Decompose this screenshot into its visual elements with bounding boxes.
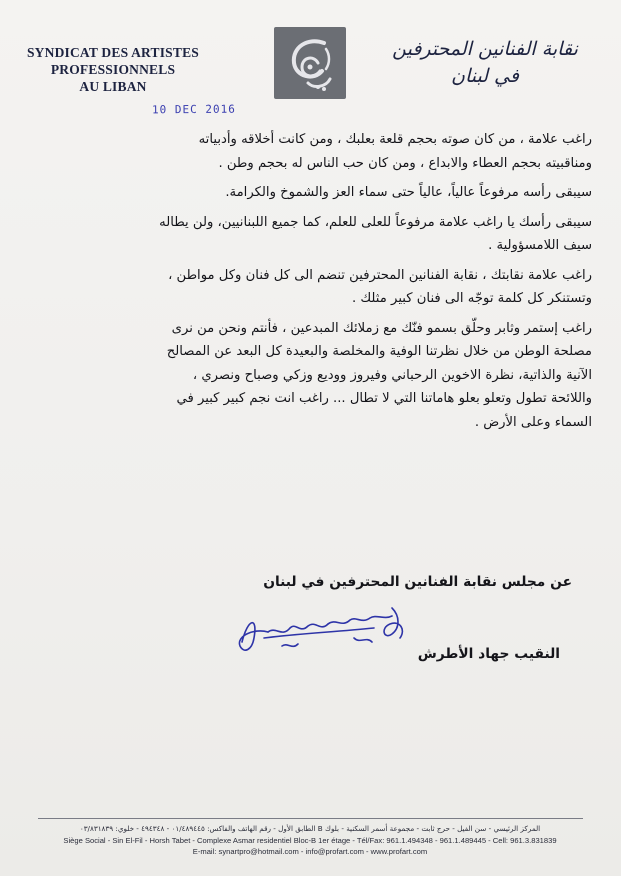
letter-body — [32, 128, 592, 440]
signature-block — [160, 568, 572, 662]
body-line: راغب علامة ، من كان صوته بحجم قلعة بعلبك ، ومن كانت أخلاقه وأدبياته — [198, 132, 592, 147]
paragraph — [32, 317, 592, 435]
body-line: الآنية والذاتية، نظرة الاخوين الرحباني وفيروز ووديع وزكي وصباح ونصري ، — [192, 367, 592, 383]
footer-address-arabic: المركز الرئيسي - سن الفيل - حرج ثابت - مجموعة أسمر السكنية - بلوك B الطابق الأول - رقم الهاتف والفاكس: ٠١/٤٨٩٤٤٥ - ٤٩٤٣٤٨ - خلوي: ٠٣/٨٣١٨٣٩ — [79, 824, 541, 833]
org-name-french-line: SYNDICAT DES ARTISTES — [26, 45, 200, 60]
body-line: راغب إستمر وثابر وحلّق بسمو فنّك مع زملائك المبدعين ، فأنتم ونحن من نرى — [171, 320, 592, 336]
org-name-french — [18, 44, 208, 95]
date-stamp: 10 DEC 2016 — [151, 102, 236, 117]
paragraph — [32, 128, 592, 175]
handwritten-signature-icon — [224, 598, 414, 664]
body-line: سيبقى رأسك يا راغب علامة مرفوعاً للعلى للعلم، كما جميع اللبنانيين، ولن يطاله — [159, 214, 592, 230]
body-line: مصلحة الوطن من خلال نظرتنا الوفية والمخلصة والبعيدة كل البعد عن المصالح — [166, 344, 592, 359]
body-line: ومناقبيته بحجم العطاء والابداع ، ومن كان حب الناس له بحجم وطن . — [218, 155, 592, 171]
body-line: وتستنكر كل كلمة توجّه الى فنان كبير مثلك . — [351, 291, 592, 306]
signatory-name: النقيب جهاد الأطرش — [417, 646, 560, 662]
org-name-arabic-line: في لبنان — [451, 65, 519, 87]
syndicate-logo-icon — [274, 27, 346, 99]
body-line: سيبقى رأسه مرفوعاً عالياً، عالياً حتى سماء العز والشموخ والكرامة. — [225, 185, 592, 200]
body-line: سيف اللامسؤولية . — [488, 238, 592, 253]
org-name-arabic-line: نقابة الفنانين المحترفين — [392, 38, 578, 60]
signature-council: عن مجلس نقابة الفنانين المحترفين في لبنان — [263, 574, 572, 590]
paragraph — [32, 264, 592, 311]
footer-divider — [38, 818, 583, 819]
paragraph — [32, 211, 592, 258]
body-line: واللائحة تطول وتعلو بعلو هاماتنا التي لا تطال ... راغب انت نجم كبير كبير في — [176, 391, 592, 406]
org-name-arabic — [392, 36, 578, 90]
body-line: راغب علامة نقابتك ، نقابة الفنانين المحترفين تنضم الى كل فنان وكل مواطن ، — [168, 267, 592, 283]
org-name-french-line: PROFESSIONNELS — [50, 62, 176, 77]
body-line: السماء وعلى الأرض . — [474, 414, 592, 430]
paragraph — [32, 181, 592, 205]
footer-address-french: Siège Social - Sin El-Fil - Horsh Tabet - Complexe Asmar residentiel Bloc-B 1er étage - Tél/Fax: 961.1.494348 - 961.1.489445 - Cell: 961.3.831839 — [63, 836, 557, 845]
footer-contact: E-mail: synartpro@hotmail.com - info@profart.com - www.profart.com — [192, 847, 428, 856]
org-name-french-line: AU LIBAN — [79, 79, 147, 94]
